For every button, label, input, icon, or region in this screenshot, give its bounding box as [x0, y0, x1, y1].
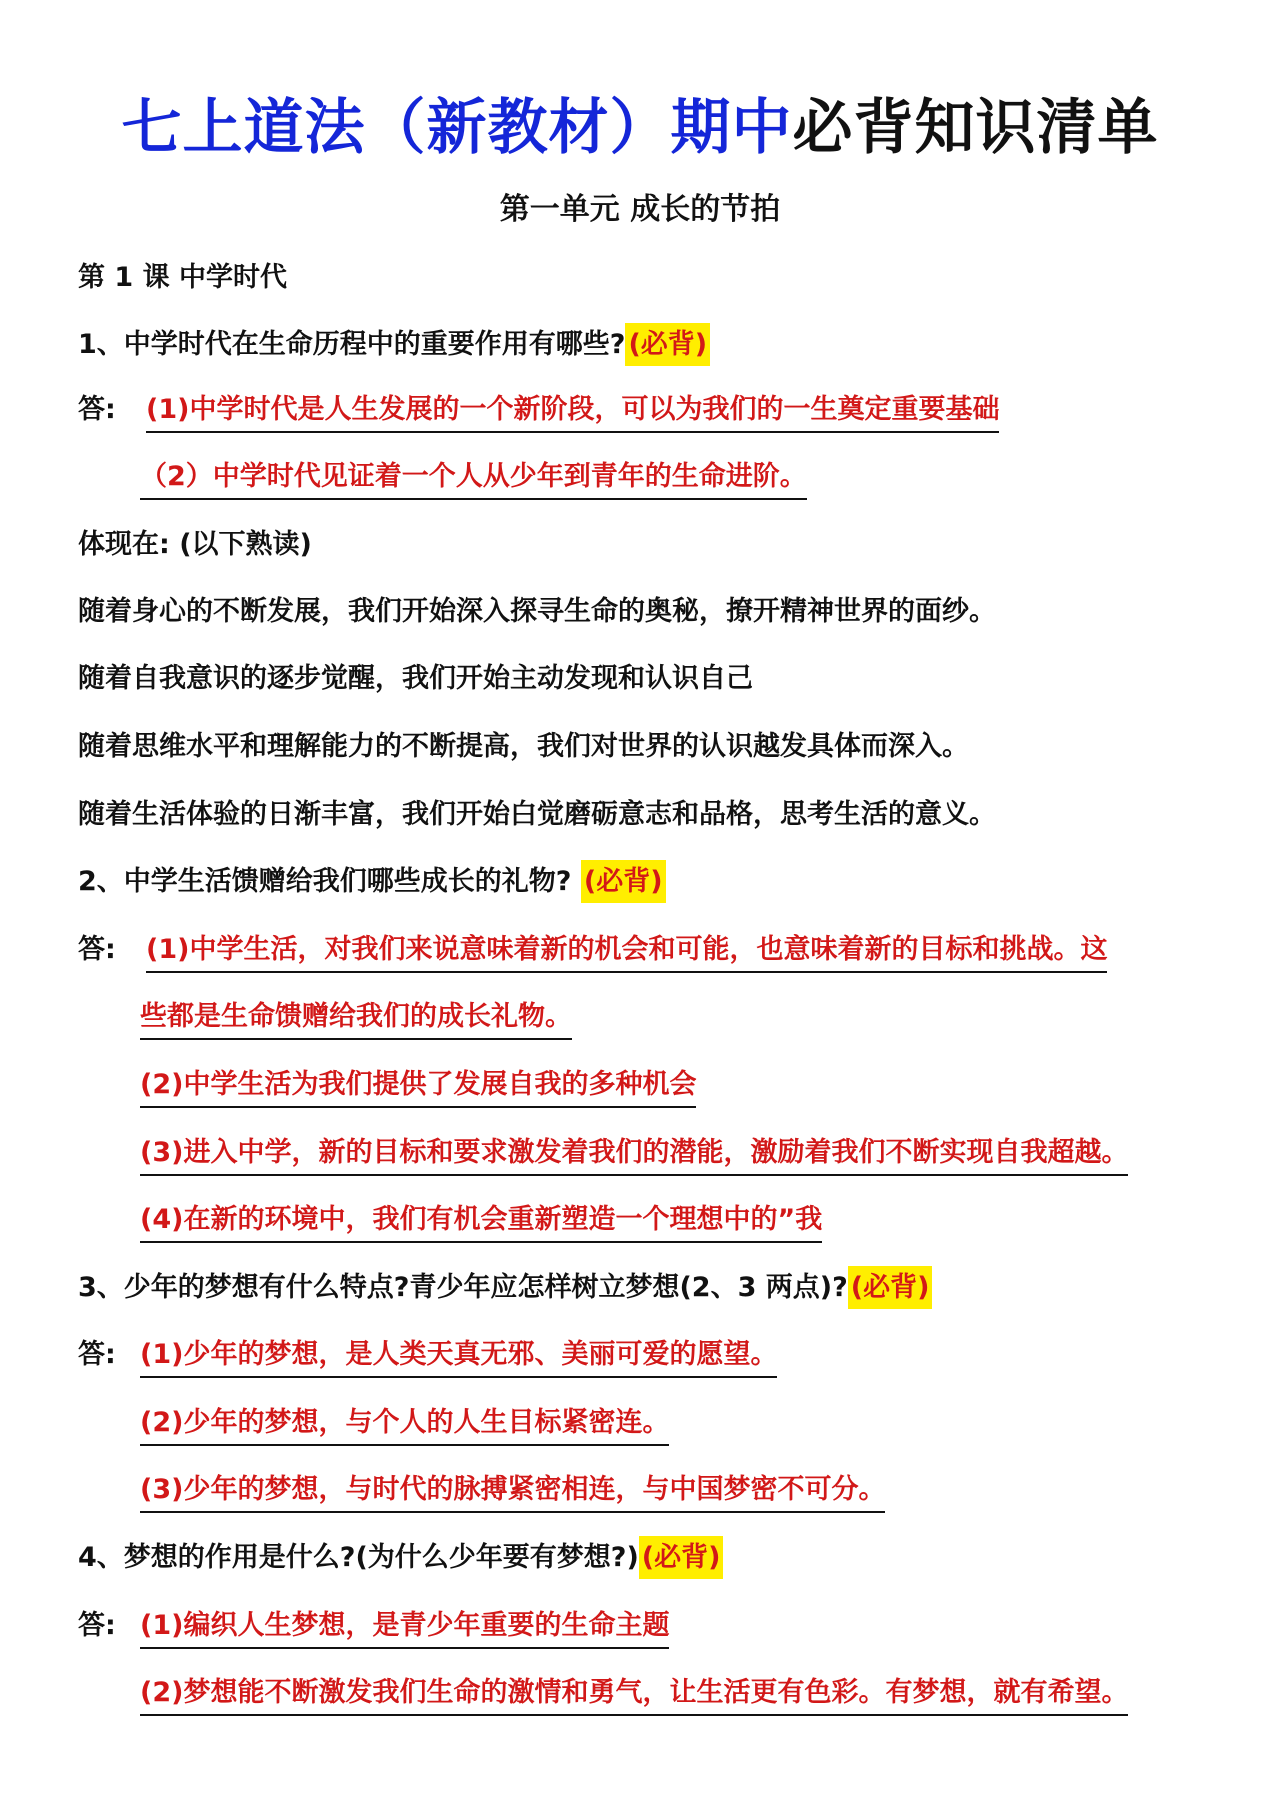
must-memorize-badge: (必背)	[848, 1266, 933, 1309]
question-3-text: 3、少年的梦想有什么特点?青少年应怎样树立梦想(2、3 两点)?	[78, 1272, 848, 1303]
answer-2-label: 答:	[78, 934, 116, 965]
reading-line-2: 随着自我意识的逐步觉醒，我们开始主动发现和认识自己	[78, 663, 753, 694]
question-2	[78, 862, 666, 902]
answer-3-label: 答:	[78, 1339, 116, 1370]
answer-2-item-3: (3)进入中学，新的目标和要求激发着我们的潜能，激励着我们不断实现自我超越。	[140, 1133, 1128, 1176]
question-1	[78, 325, 710, 365]
page-title	[0, 88, 1280, 168]
answer-3-item-3: (3)少年的梦想，与时代的脉搏紧密相连，与中国梦密不可分。	[140, 1470, 885, 1513]
lesson-title: 第 1 课 中学时代	[78, 262, 287, 293]
answer-2-item-2: (2)中学生活为我们提供了发展自我的多种机会	[140, 1065, 696, 1108]
question-3	[78, 1268, 932, 1308]
answer-4-item-1: (1)编织人生梦想，是青少年重要的生命主题	[140, 1606, 669, 1649]
reading-label: 体现在: (以下熟读)	[78, 529, 312, 560]
question-2-text: 2、中学生活馈赠给我们哪些成长的礼物?	[78, 866, 572, 897]
reading-line-1: 随着身心的不断发展，我们开始深入探寻生命的奥秘，撩开精神世界的面纱。	[78, 596, 996, 627]
answer-label: 答:	[78, 394, 116, 425]
reading-line-4: 随着生活体验的日渐丰富，我们开始白觉磨砺意志和品格，思考生活的意义。	[78, 799, 996, 830]
answer-4-item-2: (2)梦想能不断激发我们生命的激情和勇气，让生活更有色彩。有梦想，就有希望。	[140, 1673, 1128, 1716]
answer-2-item-1: (1)中学生活，对我们来说意味着新的机会和可能，也意味着新的目标和挑战。这	[146, 930, 1107, 973]
page-title-part2: 必背知识清单	[792, 93, 1159, 163]
answer-2-item-4: (4)在新的环境中，我们有机会重新塑造一个理想中的”我	[140, 1200, 822, 1243]
answer-1-item-1: (1)中学时代是人生发展的一个新阶段，可以为我们的一生奠定重要基础	[146, 390, 999, 433]
must-memorize-badge: (必背)	[639, 1536, 724, 1579]
must-memorize-badge: (必背)	[625, 323, 710, 366]
answer-1-item-2: （2）中学时代见证着一个人从少年到青年的生命进阶。	[140, 457, 807, 500]
question-1-text: 1、中学时代在生命历程中的重要作用有哪些?	[78, 329, 626, 360]
answer-2-item-1-cont: 些都是生命馈赠给我们的成长礼物。	[140, 997, 572, 1040]
question-4	[78, 1538, 723, 1578]
must-memorize-badge: (必背)	[581, 860, 666, 903]
answer-4-label: 答:	[78, 1610, 116, 1641]
unit-title: 第一单元 成长的节拍	[499, 192, 781, 227]
question-4-text: 4、梦想的作用是什么?(为什么少年要有梦想?)	[78, 1542, 639, 1573]
reading-line-3: 随着思维水平和理解能力的不断提高，我们对世界的认识越发具体而深入。	[78, 731, 969, 762]
answer-1-row-1	[78, 390, 116, 430]
answer-3-item-2: (2)少年的梦想，与个人的人生目标紧密连。	[140, 1403, 669, 1446]
answer-3-item-1: (1)少年的梦想，是人类天真无邪、美丽可爱的愿望。	[140, 1335, 777, 1378]
page-title-part1: 七上道法（新教材）期中	[121, 93, 793, 163]
